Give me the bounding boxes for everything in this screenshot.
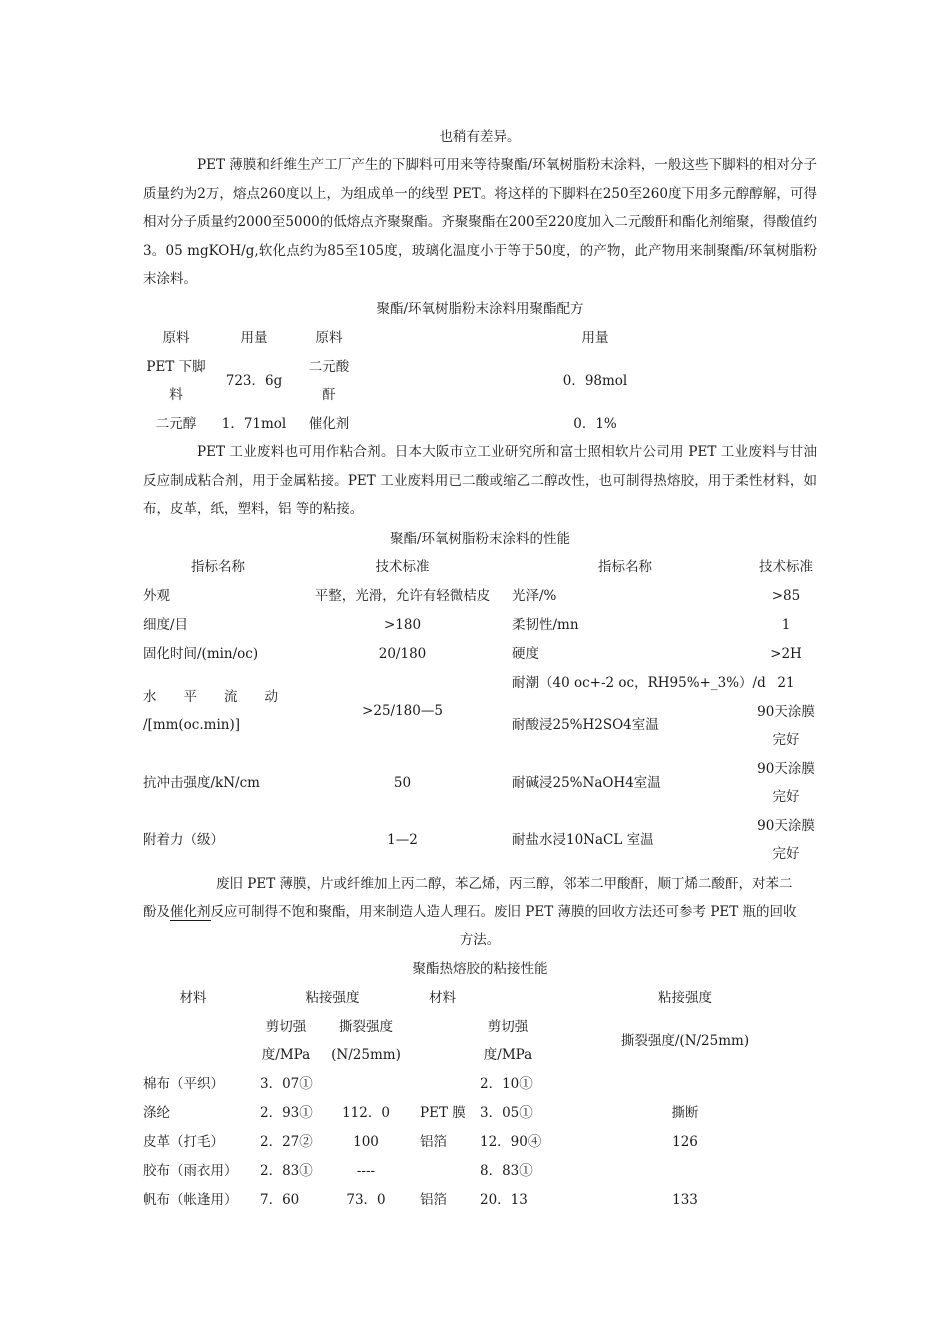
table3-cell: 撕断 <box>671 1105 699 1121</box>
table3-subheader: 撕裂强度 <box>339 1019 393 1035</box>
table3-cell: 2．27② <box>260 1134 313 1150</box>
table3-header-material: 材料 <box>179 990 207 1006</box>
table1-title: 聚酯/环氧树脂粉末涂料用聚酯配方 <box>376 301 584 317</box>
table2-cell: 硬度 <box>512 646 539 662</box>
table1-cell: 酐 <box>322 387 336 403</box>
table3-title: 聚酯热熔胶的粘接性能 <box>412 961 548 977</box>
table2-cell: 1—2 <box>387 832 418 848</box>
table2-cell: 90天涂膜 <box>757 704 815 720</box>
paragraph-pet-film-waste <box>143 151 817 288</box>
top-line: 也稍有差异。 <box>439 129 521 145</box>
table3-cell: 2．10① <box>480 1076 533 1092</box>
table2-cell: >25/180—5 <box>362 703 443 719</box>
table1-cell: PET 下脚 <box>146 359 206 375</box>
paragraph-text: PET 薄膜和纤维生产工厂产生的下脚料可用来等待聚酯/环氧树脂粉末涂料，一般这些下脚料的相对分子质量约为2万，熔点260度以上，为组成单一的线型 PET。将这样的下脚料在250至260度下用多元醇醇解，可得相对分子质量约2000至5000的低熔点齐聚聚酯。齐聚聚酯在200至220度加入二元酸酐和酯化剂缩聚，得酸值约3。05 mgKOH/g,软化点约为85至105度，玻璃化温度小于等于50度，的产物，此产物用来制聚酯/环氧树脂粉末涂料。 <box>143 157 817 288</box>
table1-cell: 723．6g <box>225 373 283 389</box>
table1-cell: 二元醇 <box>155 416 197 432</box>
table3-cell: PET 膜 <box>420 1105 466 1121</box>
table2-cell: 90天涂膜 <box>757 761 815 777</box>
table3-cell: 112．0 <box>342 1105 390 1121</box>
table3-subheader: 度/MPa <box>483 1047 533 1063</box>
table3-cell: 胶布（雨衣用） <box>143 1163 238 1179</box>
table2-cell: 20/180 <box>378 646 427 662</box>
table2-cell: 抗冲击强度/kN/cm <box>143 775 260 791</box>
table1-header-material: 原料 <box>162 330 190 346</box>
table3-cell: 2．93① <box>260 1105 313 1121</box>
table2-cell: 平整，光滑，允许有轻微桔皮 <box>314 588 491 604</box>
table2-cell: 耐潮（40 oc+-2 oc，RH95%+_3%）/d <box>512 675 766 691</box>
table2-cell: 耐酸浸25%H2SO4室温 <box>512 717 659 733</box>
table3-subheader: 撕裂强度/(N/25mm) <box>620 1033 750 1049</box>
table3-cell: 126 <box>672 1134 698 1150</box>
table1-header-amount-2: 用量 <box>581 330 609 346</box>
table3-cell: 7．60 <box>260 1192 300 1208</box>
table3-cell: 3．07① <box>260 1076 313 1092</box>
table2-cell: 完好 <box>772 846 800 862</box>
table3-cell: 铝箔 <box>420 1134 447 1150</box>
table2-cell: 细度/目 <box>143 617 189 633</box>
table3-cell: 12．90④ <box>480 1134 542 1150</box>
table2-cell: 外观 <box>143 588 170 604</box>
paragraph-pet-adhesive: PET 工业废料也可用作粘合剂。日本大阪市立工业研究所和富士照相软片公司用 PET 工业废料与甘油反应制成粘合剂，用于金属粘接。PET 工业废料用已二酸或缩乙二醇改性，也可制得热熔胶，用于柔性材料，如布，皮革，纸，塑料，铝 等的粘接。 <box>143 444 817 518</box>
table3-cell: 100 <box>353 1134 379 1150</box>
table3-cell: 8．83① <box>480 1163 533 1179</box>
table2-cell: 90天涂膜 <box>757 818 815 834</box>
table1-cell: 0．1% <box>573 416 617 432</box>
paragraph-waste-film-line1: 废旧 PET 薄膜，片或纤维加上丙二醇，苯乙烯，丙三醇，邻苯二甲酸酐，顺丁烯二酸酐，对苯二 <box>216 876 793 892</box>
table3-header-strength-2: 粘接强度 <box>658 990 712 1006</box>
table3-header-strength: 粘接强度 <box>305 990 360 1006</box>
table3-cell: 133 <box>672 1192 698 1208</box>
table3-cell: 2．83① <box>260 1163 313 1179</box>
table3-cell: 棉布（平织） <box>143 1076 224 1092</box>
table2-header-index: 指标名称 <box>191 559 245 575</box>
line-text: 酚及 <box>143 904 170 920</box>
table2-header-standard-2: 技术标准 <box>759 559 813 575</box>
paragraph-waste-film-line3: 方法。 <box>459 932 501 948</box>
table2-cell: 耐盐水浸10NaCL 室温 <box>512 832 654 848</box>
table2-cell: 耐碱浸25%NaOH4室温 <box>512 775 661 791</box>
table3-subheader: (N/25mm) <box>331 1047 401 1063</box>
table2-cell: 光泽/% <box>512 588 557 604</box>
table2-header-index-2: 指标名称 <box>598 559 652 575</box>
table2-cell: 21 <box>777 675 795 691</box>
table2-cell: 固化时间/(min/oc) <box>143 646 259 662</box>
table2-cell: >2H <box>770 646 802 662</box>
table3-subheader: 剪切强 <box>265 1019 307 1035</box>
table2-cell: 1 <box>781 617 791 633</box>
table1-cell: 1．71mol <box>221 416 287 432</box>
paragraph-waste-film-line2 <box>143 898 797 926</box>
table3-header-material-2: 材料 <box>429 990 456 1006</box>
table2-cell: 50 <box>393 775 412 791</box>
table1-cell: 料 <box>169 387 183 403</box>
table2-cell: 水 平 流 动 <box>143 689 278 705</box>
table3-cell: 20．13 <box>480 1192 528 1208</box>
table3-subheader: 度/MPa <box>261 1047 311 1063</box>
table1-header-material-2: 原料 <box>315 330 343 346</box>
table1-cell: 二元酸 <box>308 359 350 375</box>
table3-cell: 73．0 <box>346 1192 386 1208</box>
table3-cell: 涤纶 <box>143 1105 170 1121</box>
table1-header-amount: 用量 <box>240 330 268 346</box>
table2-cell: 柔韧性/mn <box>512 617 579 633</box>
table2-cell: >180 <box>383 617 422 633</box>
table2-cell: >85 <box>771 588 801 604</box>
table1-cell: 催化剂 <box>308 416 350 432</box>
table3-cell: 铝箔 <box>420 1192 447 1208</box>
line-text: 反应可制得不饱和聚酯，用来制造人造人理石。废旧 PET 薄膜的回收方法还可参考 PET 瓶的回收 <box>210 904 797 920</box>
table2-header-standard: 技术标准 <box>375 559 430 575</box>
table1-cell: 0．98mol <box>562 373 628 389</box>
table2-cell: 完好 <box>772 789 800 805</box>
table2-title: 聚酯/环氧树脂粉末涂料的性能 <box>389 531 571 547</box>
table3-cell: 3．05① <box>480 1105 533 1121</box>
table3-cell: 皮革（打毛） <box>143 1134 224 1150</box>
table3-subheader: 剪切强 <box>487 1019 529 1035</box>
table2-cell: 完好 <box>772 732 800 748</box>
table3-cell: 帆布（帐逢用） <box>143 1192 238 1208</box>
table3-cell: ---- <box>356 1163 376 1179</box>
catalyst-link[interactable]: 催化剂 <box>170 904 211 920</box>
table2-cell: 附着力（级） <box>143 832 224 848</box>
table2-cell: /[mm(oc.min)] <box>143 717 241 733</box>
